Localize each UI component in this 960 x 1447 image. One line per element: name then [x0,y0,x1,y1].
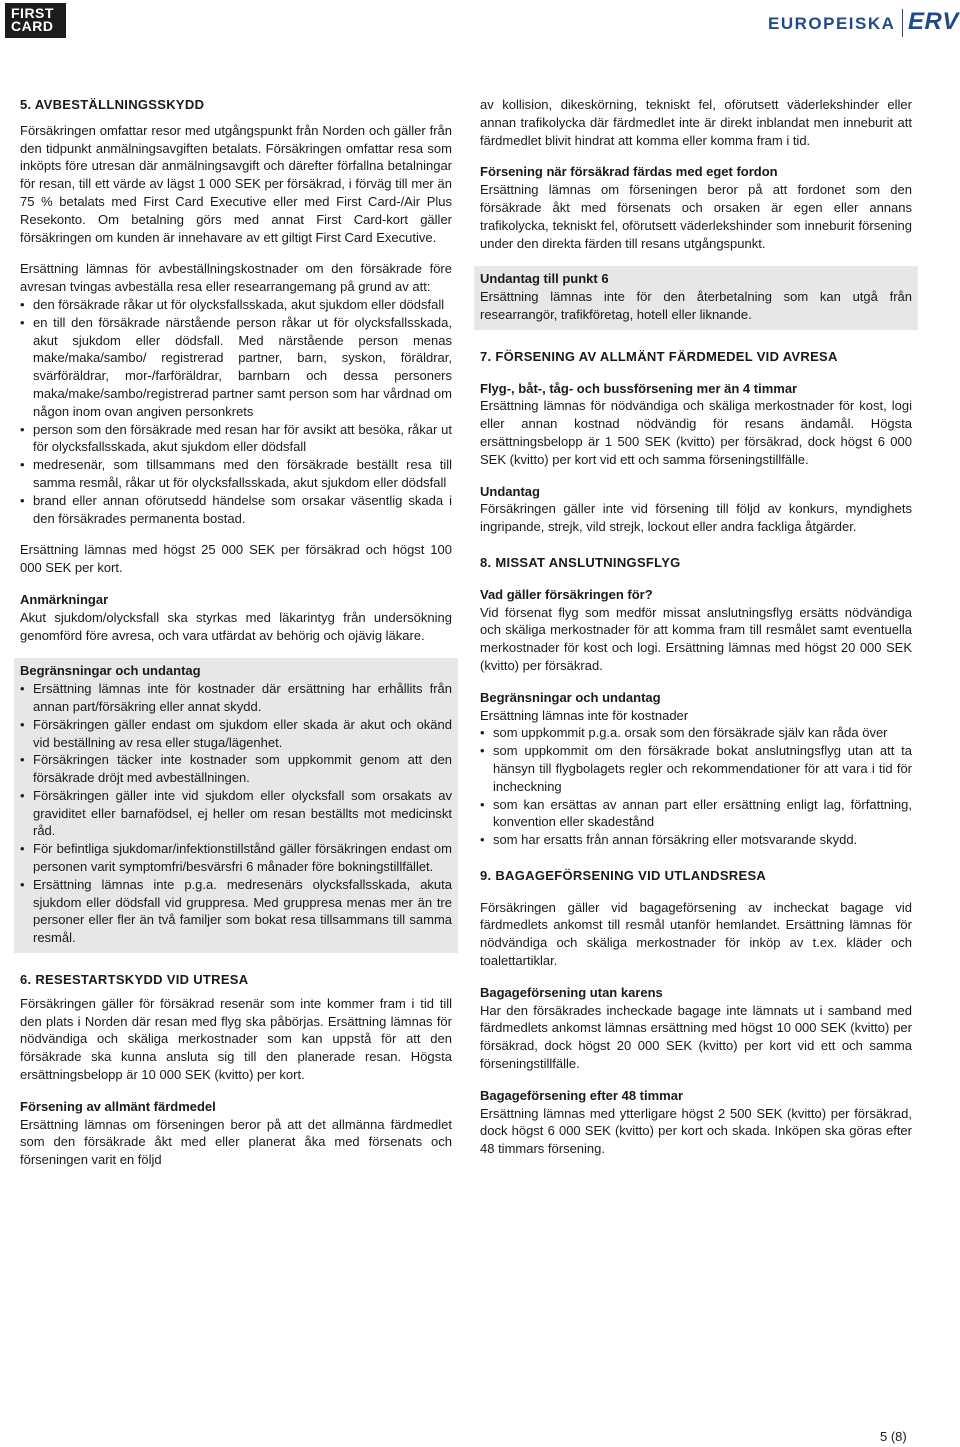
list-item: • Ersättning lämnas inte för kostnader där ersättning har erhållits från annan part/försäkring eller annat skydd. [20,680,452,716]
section-5-bullets [20,296,452,527]
section-8-text: Vid försenat flyg som medför missat anslutningsflyg ersätts nödvändiga och skäliga merkostnader för att komma fram till resmålet samt eventuella merkostnader för kost och logi. Ersättning lämnas med högst 20 000 SEK (kvitto) per försäkrad. [480,604,912,673]
section-8-bullets [480,724,912,849]
left-column [20,96,452,1169]
section-5-paragraph-2: Ersättning lämnas för avbeställningskostnader om den försäkrade före avresan tvingas avbeställa resa eller researrangemang på grund av att: [20,261,452,295]
list-item: • Försäkringen täcker inte kostnader som uppkommit genom att den försäkrade dröjt med avbeställningen. [20,751,452,787]
page-number: 5 (8) [880,1429,907,1444]
section-9-sub-2-title: Bagageförsening efter 48 timmar [480,1087,684,1103]
section-5-paragraph-1: Försäkringen omfattar resor med utgångspunkt från Norden och gäller från den tidpunkt anmälningsavgiften betalats. Försäkringen omfattar resa som inköpts före utresan där anmälningsavgift och därefter förfallna betalningar för resan, till ett värde av lägst 1 000 SEK per försäkrad, i förväg till mer än 75 % betalats med First Card Executive eller med First Card-/Air Plus Resekonto. Om betalning görs med annat First Card-kort gäller försäkringen om kunden är innehavare av ett giltigt First Card Executive. [20,122,452,245]
list-item: • För befintliga sjukdomar/infektionstillstånd gäller försäkringen endast om personen varit symptomfri/besvärsfri 6 månader före bokningstillfället. [20,840,452,876]
exception-title: Undantag till punkt 6 [480,271,609,287]
logo-line-1: FIRST [11,5,54,21]
exception-text: Ersättning lämnas inte för den återbetalning som kan utgå från researrangör, trafikföretag, hotell eller liknande. [480,289,912,322]
remarks-title: Anmärkningar [20,591,109,607]
right-column [480,96,912,1158]
list-item: • den försäkrade råkar ut för olycksfallsskada, akut sjukdom eller dödsfall [20,296,452,314]
continuation-text: av kollision, dikeskörning, tekniskt fel, oförutsett väderlekshinder eller annan trafikolycka där färdmedlet inte är direkt inblandat men inneburit att färdmedlet blivit hindrat att komma eller komma fram i tid. [480,97,912,148]
list-item: • som har ersatts från annan försäkring eller motsvarande skydd. [480,831,912,849]
logo-divider [902,9,903,37]
section-9-title: 9. BAGAGEFÖRSENING VID UTLANDSRESA [480,867,767,883]
remarks-text: Akut sjukdom/olycksfall ska styrkas med läkarintyg från undersökning genomförd före avresa, och vara utfärdat av behörig och ojävig läkare. [20,609,452,643]
limitations-bullets [20,680,452,947]
exception-box [474,266,918,329]
own-vehicle-text: Ersättning lämnas om förseningen beror på att fordonet som den försäkrade åkt med försenats och orsaken är egen eller annans trafikolycka, tekniskt fel, oförutsett väderlekshinder som inneburit försening under den direkta färden till resans utgångspunkt. [480,182,912,251]
list-item: • som kan ersättas av annan part eller ersättning enligt lag, författning, konvention eller skadestånd [480,796,912,832]
logo-line-2: CARD [11,18,54,34]
section-8-question: Vad gäller försäkringen för? [480,586,653,602]
section-8-limits-title: Begränsningar och undantag [480,689,661,705]
list-item: • person som den försäkrade med resan har för avsikt att besöka, råkar ut för olycksfallsskada, akut sjukdom eller dödsfall [20,421,452,457]
limitations-box [14,658,458,953]
section-5-paragraph-3: Ersättning lämnas med högst 25 000 SEK per försäkrad och högst 100 000 SEK per kort. [20,542,452,576]
list-item: • Försäkringen gäller inte vid sjukdom eller olycksfall som orsakats av graviditet eller barnafödsel, ej heller om resan beställts mot medicinskt råd. [20,787,452,840]
first-card-logo [5,3,66,38]
section-6-sub-1-text: Ersättning lämnas om förseningen beror på att det allmänna färdmedlet som den försäkrade åkt med eller planerat åka med försenats och förseningen varit en följd [20,1116,452,1168]
list-item: • som uppkommit om den försäkrade bokat anslutningsflyg utan att ta hänsyn till flygbolagets regler och rekommendationer för att vara i tid för incheckning [480,742,912,795]
list-item: • en till den försäkrade närstående person råkar ut för olycksfallsskada, akut sjukdom eller dödsfall. Med närstående person menas make/maka/sambo/ registrerad partner, barn, syskon, föräldrar, svärföräldrar, mor-/farföräldrar, barnbarn och dessa personers maka/make/sambo/registrerad partner samt person som har vårdnad om någon inom ovan angiven personkrets [20,314,452,421]
section-8-title: 8. MISSAT ANSLUTNINGSFLYG [480,554,681,570]
list-item: • medresenär, som tillsammans med den försäkrade beställt resa till samma resmål, råkar ut för olycksfallsskada, akut sjukdom eller dödsfall [20,456,452,492]
erv-logo: ERV [908,8,959,35]
section-9-text: Försäkringen gäller vid bagageförsening av incheckat bagage vid färdmedlets ankomst till resmål utanför hemlandet. Ersättning lämnas för nödvändiga och skäliga merkostnader för inköp av t.ex. kläder och toalettartiklar. [480,899,912,969]
europeiska-logo: EUROPEISKA [768,14,896,33]
section-7-text: Ersättning lämnas för nödvändiga och skäliga merkostnader för kost, logi eller annan kostnad nödvändig för resans ändamål. Högsta ersättningsbelopp är 1 500 SEK (kvitto) per försäkrad, dock högst 6 000 SEK (kvitto) per kort vid ett och samma förseningstillfälle. [480,398,912,467]
section-9-sub-2-text: Ersättning lämnas med ytterligare högst 2 500 SEK (kvitto) per försäkrad, dock högst 6 000 SEK (kvitto) per kort och skada. Inköpen ska göras efter 48 timmars försening. [480,1105,912,1157]
limitations-title: Begränsningar och undantag [20,663,201,679]
list-item: • brand eller annan oförutsedd händelse som orsakar väsentlig skada i den försäkrades permanenta bostad. [20,492,452,528]
section-6-title: 6. RESESTARTSKYDD VID UTRESA [20,972,249,988]
list-item: • Försäkringen gäller endast om sjukdom eller skada är akut och okänd vid beställning av resa eller stuga/lägenhet. [20,716,452,752]
own-vehicle-title: Försening när försäkrad färdas med eget fordon [480,164,778,180]
section-9-sub-1-title: Bagageförsening utan karens [480,984,663,1000]
section-7-sub-title: Flyg-, båt-, tåg- och bussförsening mer än 4 timmar [480,380,798,396]
section-7-title: 7. FÖRSENING AV ALLMÄNT FÄRDMEDEL VID AVRESA [480,348,838,364]
section-7-exception-text: Försäkringen gäller inte vid försening till följd av konkurs, myndighets ingripande, strejk, vild strejk, lockout eller andra fackliga åtgärder. [480,501,912,535]
section-9-sub-1-text: Har den försäkrades incheckade bagage inte lämnats ut i samband med färdmedlets ankomst lämnas ersättning med högst 10 000 SEK (kvitto) per försäkrad, dock högst 20 000 SEK (kvitto) per kort vid ett och samma förseningstillfälle. [480,1002,912,1072]
section-6-paragraph-1: Försäkringen gäller för försäkrad resenär som inte kommer fram i tid till den plats i Norden där resan med flyg ska påbörjas. Ersättning lämnas för nödvändiga och skäliga merkostnader som kan uppstå för att den försäkrade ska kunna ansluta sig till den planerade resan. Högsta ersättningsbelopp är 10 000 SEK (kvitto) per kort. [20,995,452,1083]
section-7-exception-title: Undantag [480,483,540,499]
list-item: • som uppkommit p.g.a. orsak som den försäkrade själv kan råda över [480,724,912,742]
section-6-sub-1-title: Försening av allmänt färdmedel [20,1098,216,1114]
section-5-title: 5. AVBESTÄLLNINGSSKYDD [20,97,205,112]
section-8-limits-intro: Ersättning lämnas inte för kostnader [480,707,689,723]
list-item: • Ersättning lämnas inte p.g.a. medresenärs olycksfallsskada, akuta sjukdom eller dödsfall vid gruppresa. Med gruppresa menas mer än tre personer eller fler än två familjer som bokat resa tillsammans till samma resmål. [20,876,452,947]
